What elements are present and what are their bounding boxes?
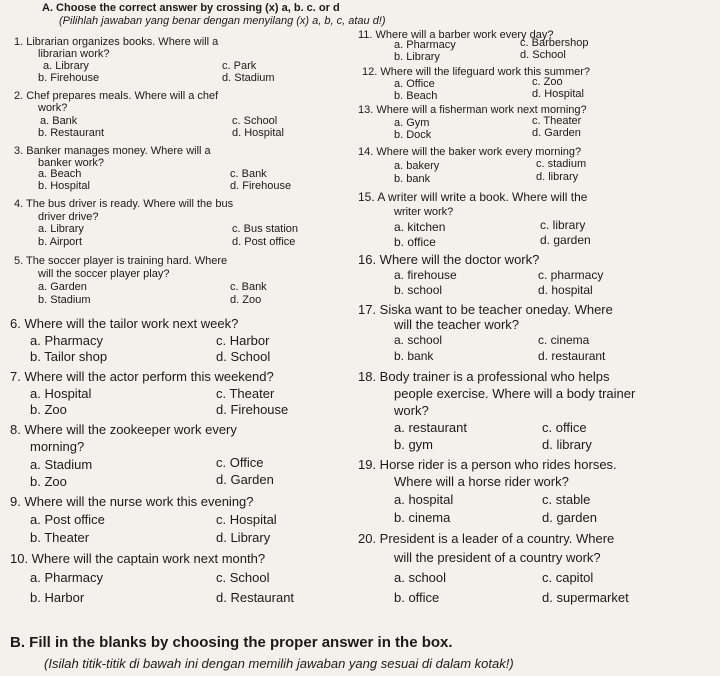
- question-text: 1. Librarian organizes books. Where will a: [14, 36, 219, 48]
- option-d[interactable]: d. Hospital: [232, 127, 284, 139]
- option-d[interactable]: d. library: [542, 437, 592, 452]
- question-text: 19. Horse rider is a person who rides horses.: [358, 457, 617, 472]
- option-b[interactable]: b. Airport: [38, 236, 83, 248]
- option-c[interactable]: c. Bank: [230, 168, 267, 180]
- question-text: work?: [394, 403, 429, 418]
- option-d[interactable]: d. Restaurant: [216, 590, 295, 605]
- option-d[interactable]: d. Firehouse: [230, 180, 292, 192]
- option-c[interactable]: c. Theater: [216, 386, 275, 401]
- question-text: 17. Siska want to be teacher oneday. Where: [358, 302, 613, 317]
- option-d[interactable]: d. Garden: [532, 127, 581, 139]
- question-text: work?: [38, 102, 68, 114]
- option-a[interactable]: a. Stadium: [30, 457, 93, 472]
- option-a[interactable]: a. hospital: [394, 492, 454, 507]
- option-b[interactable]: b. Restaurant: [38, 127, 105, 139]
- option-d[interactable]: d. Garden: [216, 472, 274, 487]
- option-c[interactable]: c. Bus station: [232, 223, 299, 235]
- option-a[interactable]: a. restaurant: [394, 420, 467, 435]
- option-a[interactable]: a. Pharmacy: [30, 570, 103, 585]
- question-text: 10. Where will the captain work next month?: [10, 551, 266, 566]
- option-c[interactable]: c. School: [232, 115, 278, 127]
- question-text: 20. President is a leader of a country. Where: [358, 531, 615, 546]
- option-b[interactable]: b. cinema: [394, 510, 451, 525]
- option-a[interactable]: a. Bank: [40, 115, 78, 127]
- option-a[interactable]: a. Library: [38, 223, 84, 235]
- option-b[interactable]: b. office: [394, 235, 436, 249]
- option-b[interactable]: b. Theater: [30, 530, 90, 545]
- option-c[interactable]: c. stadium: [536, 158, 587, 170]
- question-text: 18. Body trainer is a professional who helps: [358, 369, 610, 384]
- option-a[interactable]: a. Library: [43, 60, 89, 72]
- option-b[interactable]: b. Harbor: [30, 590, 85, 605]
- option-c[interactable]: c. School: [216, 570, 270, 585]
- option-c[interactable]: c. Zoo: [532, 76, 563, 88]
- option-a[interactable]: a. Beach: [38, 168, 82, 180]
- option-b[interactable]: b. Firehouse: [38, 72, 100, 84]
- option-c[interactable]: c. Barbershop: [520, 37, 589, 49]
- option-a[interactable]: a. Post office: [30, 512, 105, 527]
- option-d[interactable]: d. library: [536, 171, 579, 183]
- section-b-title: B. Fill in the blanks by choosing the proper answer in the box.: [10, 634, 453, 651]
- option-a[interactable]: a. kitchen: [394, 220, 446, 234]
- question-text: 4. The bus driver is ready. Where will the bus: [14, 198, 234, 210]
- section-a-instruction: (Pilihlah jawaban yang benar dengan menyilang (x) a, b, c, atau d!): [59, 15, 386, 27]
- question-text: librarian work?: [38, 48, 110, 60]
- question-text: writer work?: [394, 206, 454, 218]
- option-b[interactable]: b. Dock: [394, 129, 432, 141]
- question-text: 15. A writer will write a book. Where will the: [358, 190, 588, 204]
- option-c[interactable]: c. Harbor: [216, 333, 270, 348]
- question-text: driver drive?: [38, 211, 99, 223]
- question-text: 16. Where will the doctor work?: [358, 252, 540, 267]
- option-b[interactable]: b. Beach: [394, 90, 438, 102]
- option-d[interactable]: d. hospital: [538, 283, 593, 297]
- option-d[interactable]: d. garden: [542, 510, 597, 525]
- question-text: morning?: [30, 439, 85, 454]
- option-c[interactable]: c. library: [540, 218, 586, 232]
- option-d[interactable]: d. Hospital: [532, 88, 584, 100]
- option-a[interactable]: a. firehouse: [394, 268, 457, 282]
- option-d[interactable]: d. Library: [216, 530, 271, 545]
- option-b[interactable]: b. Zoo: [30, 402, 67, 417]
- option-b[interactable]: b. Stadium: [38, 294, 91, 306]
- question-text: 9. Where will the nurse work this evening?: [10, 494, 254, 509]
- question-text: will the teacher work?: [394, 317, 519, 332]
- option-d[interactable]: d. Post office: [232, 236, 296, 248]
- option-c[interactable]: c. Office: [216, 455, 264, 470]
- option-b[interactable]: b. bank: [394, 173, 431, 185]
- option-a[interactable]: a. school: [394, 333, 443, 347]
- question-text: will the president of a country work?: [394, 550, 601, 565]
- option-b[interactable]: b. school: [394, 283, 443, 297]
- section-b-instruction: (Isilah titik-titik di bawah ini dengan memilih jawaban yang sesuai di dalam kotak!): [44, 656, 514, 671]
- option-d[interactable]: d. Zoo: [230, 294, 262, 306]
- option-c[interactable]: c. office: [542, 420, 587, 435]
- option-c[interactable]: c. Park: [222, 60, 257, 72]
- question-text: 12. Where will the lifeguard work this summer?: [362, 66, 591, 78]
- question-text: people exercise. Where will a body trainer: [394, 386, 636, 401]
- question-text: 14. Where will the baker work every morning?: [358, 146, 582, 158]
- option-a[interactable]: a. Office: [394, 78, 435, 90]
- question-text: 7. Where will the actor perform this weekend?: [10, 369, 274, 384]
- option-a[interactable]: a. Pharmacy: [30, 333, 103, 348]
- option-d[interactable]: d. School: [216, 349, 271, 364]
- option-d[interactable]: d. Firehouse: [216, 402, 289, 417]
- question-text: 5. The soccer player is training hard. Where: [14, 255, 228, 267]
- question-text: banker work?: [38, 157, 105, 169]
- option-d[interactable]: d. Stadium: [222, 72, 275, 84]
- question-text: Where will a horse rider work?: [394, 474, 569, 489]
- question-text: 13. Where will a fisherman work next morning?: [358, 104, 587, 116]
- question-text: 3. Banker manages money. Where will a: [14, 145, 211, 157]
- option-c[interactable]: c. Bank: [230, 281, 267, 293]
- option-b[interactable]: b. gym: [394, 437, 434, 452]
- option-c[interactable]: c. Hospital: [216, 512, 277, 527]
- option-b[interactable]: b. office: [394, 590, 440, 605]
- option-a[interactable]: a. Pharmacy: [394, 39, 456, 51]
- question-text: 2. Chef prepares meals. Where will a chef: [14, 90, 219, 102]
- option-d[interactable]: d. supermarket: [542, 590, 629, 605]
- option-b[interactable]: b. Hospital: [38, 180, 90, 192]
- option-d[interactable]: d. School: [520, 49, 566, 61]
- option-a[interactable]: a. Hospital: [30, 386, 92, 401]
- question-text: 6. Where will the tailor work next week?: [10, 316, 239, 331]
- option-d[interactable]: d. garden: [540, 233, 591, 247]
- option-c[interactable]: c. cinema: [538, 333, 590, 347]
- option-b[interactable]: b. Zoo: [30, 474, 67, 489]
- question-text: will the soccer player play?: [38, 268, 170, 280]
- option-a[interactable]: a. bakery: [394, 160, 440, 172]
- option-c[interactable]: c. capitol: [542, 570, 594, 585]
- option-a[interactable]: a. school: [394, 570, 447, 585]
- option-b[interactable]: b. bank: [394, 349, 434, 363]
- option-b[interactable]: b. Tailor shop: [30, 349, 108, 364]
- option-b[interactable]: b. Library: [394, 51, 440, 63]
- question-text: 8. Where will the zookeeper work every: [10, 422, 237, 437]
- option-c[interactable]: c. pharmacy: [538, 268, 604, 282]
- option-c[interactable]: c. stable: [542, 492, 591, 507]
- option-a[interactable]: a. Garden: [38, 281, 87, 293]
- option-c[interactable]: c. Theater: [532, 115, 582, 127]
- question-text: 11. Where will a barber work every day?: [358, 29, 554, 41]
- option-a[interactable]: a. Gym: [394, 117, 430, 129]
- section-a-title: A. Choose the correct answer by crossing (x) a, b. c. or d: [42, 2, 340, 14]
- option-d[interactable]: d. restaurant: [538, 349, 606, 363]
